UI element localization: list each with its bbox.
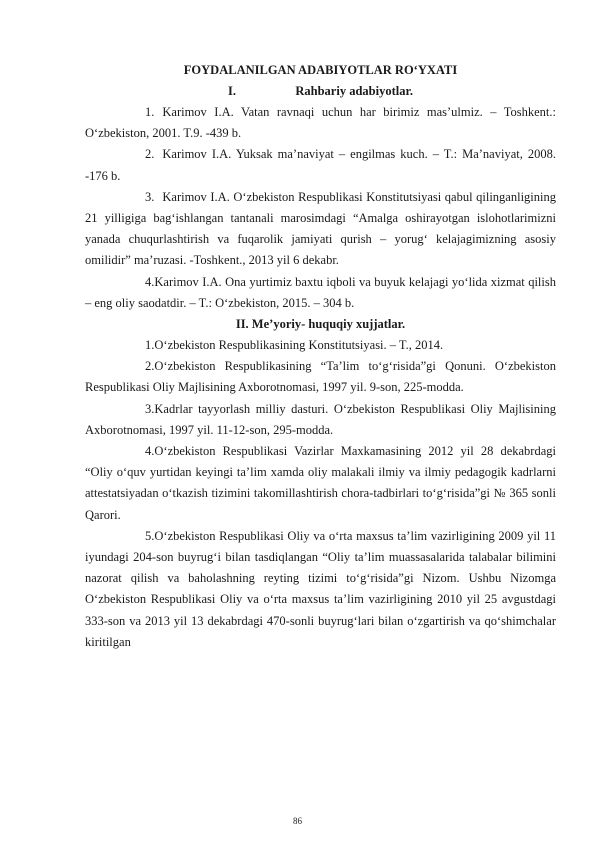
item-number: 4. [145,274,155,289]
item-text: Karimov I.A. Ona yurtimiz baxtu iqboli va buyuk kelajagi yo‘lida xizmat qilish – eng oliy saodatdir. – T.: O‘zbekiston, 2015. – 304 b. [85,274,556,310]
section-1-heading: I. Rahbariy adabiyotlar. [228,84,413,98]
list-item [85,335,556,356]
item-text: O‘zbekiston Respublikasining “Ta’lim to‘g‘risida”gi Qonuni. O‘zbekiston Respublikasi Oliy Majlisining Axborotnomasi, 1997 yil. 9-son, 225-modda. [85,359,556,395]
list-item [85,356,556,398]
item-text: O‘zbekiston Respublikasi Oliy va o‘rta maxsus ta’lim vazirligining 2009 yil 11 iyundagi 204-son buyrug‘i bilan tasdiqlangan “Oliy ta’lim muassasalarida talabalar bilimini nazorat qilish va baholashning reyting tizimi to‘g‘risida”gi Nizom. Ushbu Nizomga O‘zbekiston Respublikasi Oliy va o‘rta maxsus ta’lim vazirligining 2010 yil 25 avgustdagi 333-son va 2013 yil 13 dekabrdagi 470-sonli buyrug‘lari bilan o‘zgartirish va qo‘shimchalar kiritilgan [85,528,556,649]
item-number: 1. [145,105,155,119]
list-item [85,399,556,441]
item-text: O‘zbekiston Respublikasining Konstitutsiyasi. – T., 2014. [154,338,444,353]
item-text: Karimov I.A. Vatan ravnaqi uchun har birimiz mas’ulmiz. – Toshkent.: O‘zbekiston, 2001. T.9. -439 b. [85,105,556,141]
item-text: Karimov I.A. O‘zbekiston Respublikasi Konstitutsiyasi qabul qilinganligining 21 yilligiga bag‘ishlangan tantanali marosimdagi “Amalga oshirayotgan islohotlarimizni yanada chuqurlashtirish va fuqarolik jamiyati qurish – yorug‘ kelajagimizning asosiy omilidir” ma’ruzasi. -Toshkent., 2013 yil 6 dekabr. [85,189,556,268]
page-title: FOYDALANILGAN ADABIYOTLAR RO‘YXATI [183,63,458,77]
item-number: 2. [145,147,155,162]
list-item [85,144,556,186]
list-item [85,272,556,314]
list-item [85,187,556,272]
item-text: O‘zbekiston Respublikasi Vazirlar Maxkamasining 2012 yil 28 dekabrdagi “Oliy o‘quv yurtidan keyingi ta’lim xamda oliy malakali ilmiy va ilmiy pedagogik kadrlarni attestatsiyadan o‘tkazish tizimini takomillashtirish chora-tadbirlari to‘g‘risida”gi № 365 sonli Qarori. [85,444,556,522]
list-item [85,102,556,144]
item-number: 4. [145,444,155,459]
item-number: 3. [145,401,155,416]
item-number: 3. [145,189,155,204]
document-page [85,60,556,653]
item-number: 5. [145,528,155,543]
list-item [85,441,556,526]
item-number: 2. [145,359,155,374]
page-number: 86 [293,816,302,826]
item-number: 1. [145,338,155,353]
item-text: Kadrlar tayyorlash milliy dasturi. O‘zbekiston Respublikasi Oliy Majlisining Axborotnomasi, 1997 yil. 11-12-son, 295-modda. [85,401,556,437]
section-2-heading: II. Me’yoriy- huquqiy xujjatlar. [235,317,406,332]
list-item [85,526,556,653]
item-text: Karimov I.A. Yuksak ma’naviyat – engilmas kuch. – T.: Ma’naviyat, 2008. -176 b. [85,147,556,183]
